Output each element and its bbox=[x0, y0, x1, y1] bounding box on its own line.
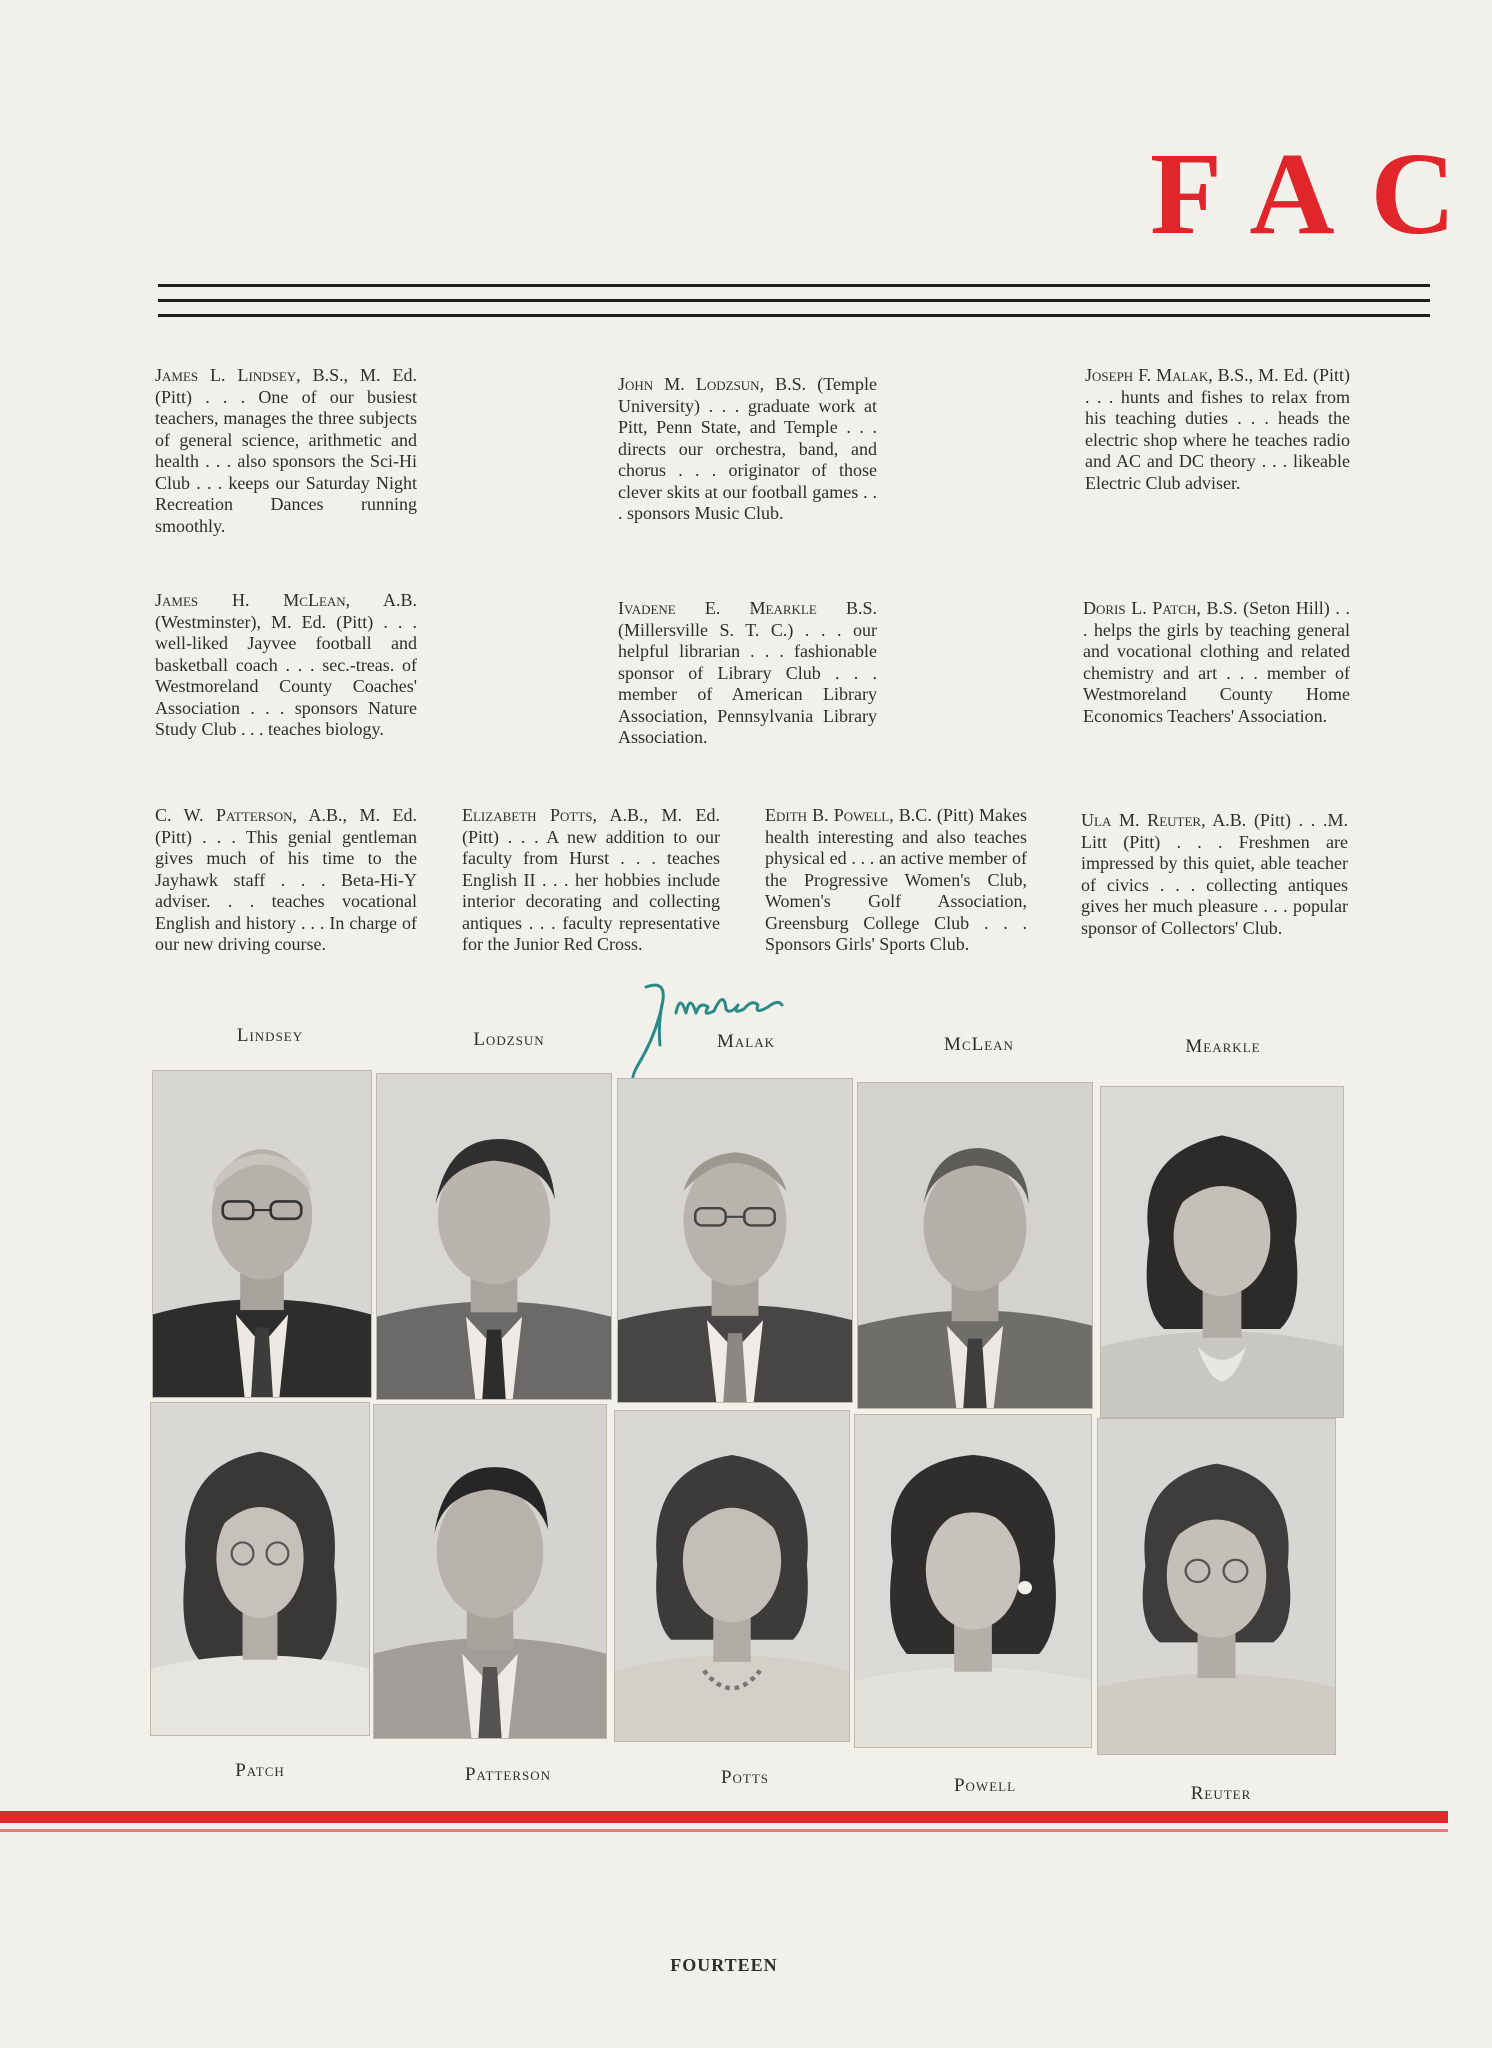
bio-name: C. W. Patterson bbox=[155, 805, 293, 825]
bio-malak bbox=[1085, 365, 1350, 494]
bio-powell bbox=[765, 805, 1027, 956]
bio-name: Joseph F. Malak bbox=[1085, 365, 1209, 385]
portrait-malak bbox=[617, 1078, 853, 1403]
bio-name: Ula M. Reuter bbox=[1081, 810, 1202, 830]
label-patch: Patch bbox=[235, 1760, 285, 1781]
label-patterson: Patterson bbox=[464, 1764, 551, 1785]
header-rule-2 bbox=[158, 299, 1430, 302]
bio-text: , A.B. (Pitt) . . .M. Litt (Pitt) . . . Freshmen are impressed by this quiet, able teacher of civics . . . collecting antiques gives her much pleasure . . . popular sponsor of Collectors' Club. bbox=[1081, 810, 1348, 938]
bio-name: Doris L. Patch bbox=[1083, 598, 1197, 618]
bio-text: , B.S. (Temple University) . . . graduate work at Pitt, Penn State, and Temple . . . directs our orchestra, band, and chorus . . . originator of those clever skits at our football games . . . sponsors Music Club. bbox=[618, 374, 877, 523]
header-rule-1 bbox=[158, 284, 1430, 287]
footer-red-rule-thin bbox=[0, 1829, 1448, 1832]
label-powell: Powell bbox=[953, 1775, 1017, 1796]
page-number: FOURTEEN bbox=[670, 1955, 778, 1975]
bio-text: , A.B., M. Ed. (Pitt) . . . A new addition to our faculty from Hurst . . . teaches English II . . . her hobbies include interior decorating and collecting antiques . . . faculty representative for the Junior Red Cross. bbox=[462, 805, 720, 954]
bio-name: Edith B. Powell bbox=[765, 805, 890, 825]
bio-text: , B.C. (Pitt) Makes health interesting and also teaches physical ed . . . an active member of the Progressive Women's Club, Women's Golf Association, Greensburg College Club . . . Sponsors Girls' Sports Club. bbox=[765, 805, 1027, 954]
label-malak: Malak bbox=[717, 1031, 775, 1052]
bio-potts bbox=[462, 805, 720, 956]
bio-name: James H. McLean bbox=[155, 590, 346, 610]
header-rule-3 bbox=[158, 314, 1430, 317]
bio-patch bbox=[1083, 598, 1350, 727]
label-potts: Potts bbox=[720, 1767, 770, 1788]
portrait-mearkle bbox=[1100, 1086, 1344, 1418]
portrait-powell bbox=[854, 1414, 1092, 1748]
portrait-reuter bbox=[1097, 1418, 1336, 1755]
label-reuter: Reuter bbox=[1190, 1783, 1252, 1804]
label-lindsey: Lindsey bbox=[236, 1025, 304, 1046]
portrait-lodzsun bbox=[376, 1073, 612, 1400]
label-mearkle: Mearkle bbox=[1185, 1036, 1261, 1057]
page-title: FAC bbox=[1150, 128, 1492, 259]
bio-text: , A.B. (Westminster), M. Ed. (Pitt) . . . well-liked Jayvee football and basketball coach . . . sec.-treas. of Westmoreland County Coaches' Association . . . sponsors Nature Study Club . . . teaches biology. bbox=[155, 590, 417, 739]
bio-mclean bbox=[155, 590, 417, 741]
bio-text: , B.S. (Seton Hill) . . . helps the girls by teaching general and vocational clothing and related chemistry and art . . . member of Westmoreland County Home Economics Teachers' Association. bbox=[1083, 598, 1350, 726]
bio-reuter bbox=[1081, 810, 1348, 939]
signature-image bbox=[628, 975, 818, 1085]
portrait-patterson bbox=[373, 1404, 607, 1739]
bio-mearkle bbox=[618, 598, 877, 749]
bio-name: Elizabeth Potts bbox=[462, 805, 593, 825]
label-mclean: McLean bbox=[944, 1034, 1014, 1055]
bio-patterson bbox=[155, 805, 417, 956]
portrait-mclean bbox=[857, 1082, 1093, 1409]
portrait-patch bbox=[150, 1402, 370, 1736]
bio-lodzsun bbox=[618, 374, 877, 525]
bio-name: James L. Lindsey bbox=[155, 365, 297, 385]
footer-red-rule bbox=[0, 1811, 1448, 1823]
bio-text: , B.S., M. Ed. (Pitt) . . . One of our busiest teachers, manages the three subjects of general science, arithmetic and health . . . also sponsors the Sci-Hi Club . . . keeps our Saturday Night Recreation Dances running smoothly. bbox=[155, 365, 417, 536]
bio-text: , B.S., M. Ed. (Pitt) . . . hunts and fishes to relax from his teaching duties . . . heads the electric shop where he teaches radio and AC and DC theory . . . likeable Electric Club adviser. bbox=[1085, 365, 1350, 493]
bio-name: John M. Lodzsun bbox=[618, 374, 760, 394]
label-lodzsun: Lodzsun bbox=[473, 1029, 545, 1050]
bio-text: , A.B., M. Ed. (Pitt) . . . This genial gentleman gives much of his time to the Jayhawk staff . . . Beta-Hi-Y adviser. . . teaches vocational English and history . . . In charge of our new driving course. bbox=[155, 805, 417, 954]
bio-lindsey bbox=[155, 365, 417, 537]
bio-name: Ivadene E. Mearkle bbox=[618, 598, 817, 618]
bio-text: B.S. (Millersville S. T. C.) . . . our helpful librarian . . . fashionable sponsor of Library Club . . . member of American Library Association, Pennsylvania Library Association. bbox=[618, 598, 877, 747]
portrait-potts bbox=[614, 1410, 850, 1742]
portrait-lindsey bbox=[152, 1070, 372, 1398]
